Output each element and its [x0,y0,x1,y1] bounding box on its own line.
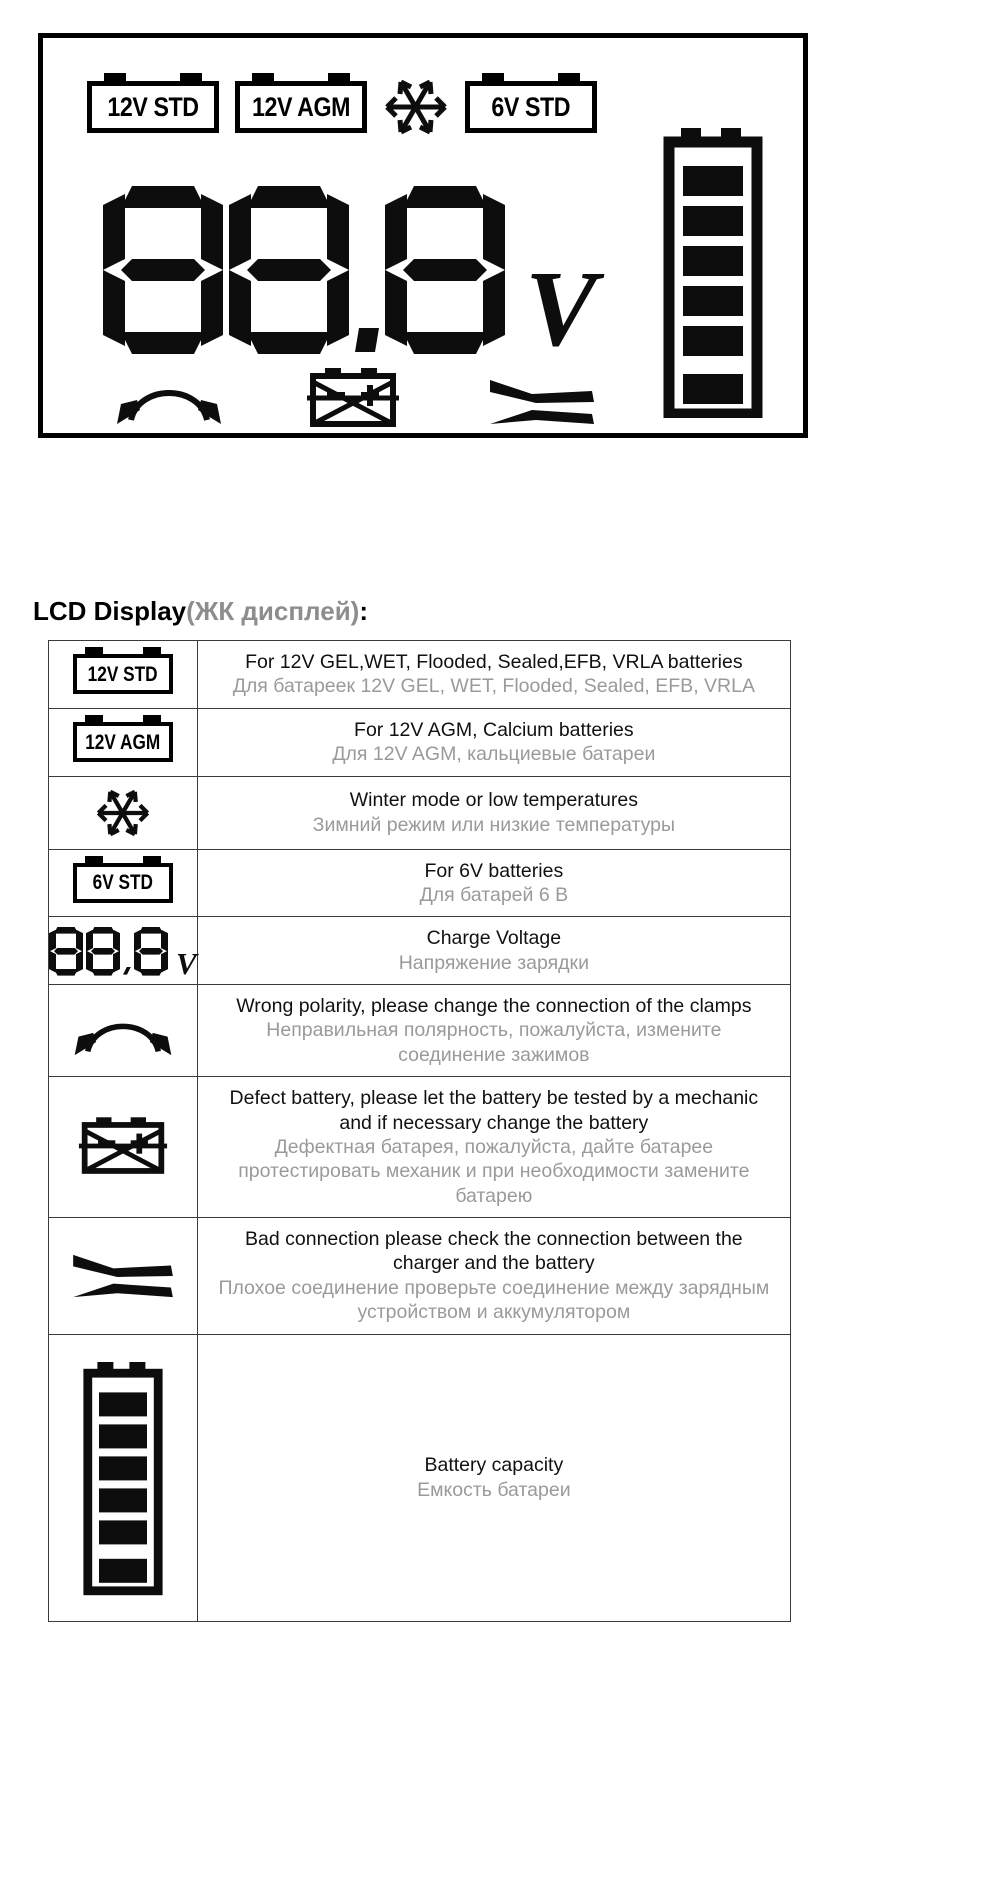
lcd-12v-agm-battery-icon [235,81,367,133]
row-text-ru: Плохое соединение проверьте соединение между зарядным устройством и аккумулятором [218,1276,770,1324]
section-heading [33,596,368,627]
row-text-ru: Для батареек 12V GEL, WET, Flooded, Sealed, EFB, VRLA [232,675,755,698]
row-text-cell [197,849,790,917]
row-icon-cell [49,641,198,709]
seven-segment-digit [385,186,505,354]
seven-segment-digit [86,927,120,975]
volt-unit-label: V [176,945,197,981]
row-text-ru: Дефектная батарея, пожалуйста, дайте батарее протестировать механик и при необходимости замените батарею [238,1135,750,1207]
row-icon-cell [49,1334,198,1621]
lcd-defect-battery-icon [305,368,401,435]
snowflake-icon [49,785,197,841]
row-text-ru: Для 12V AGM, кальциевые батареи [332,743,656,766]
row-text-cell [197,917,790,985]
12v-std-battery-icon [73,654,173,694]
heading-russian: (ЖК дисплей) [186,596,360,626]
row-text-en: Winter mode or low temperatures [349,789,638,812]
seven-segment-digit [103,186,223,354]
row-icon-cell [49,1218,198,1335]
row-text-ru: Зимний режим или низкие температуры [312,813,675,836]
heading-english: LCD Display [33,596,187,626]
lcd-snowflake-icon [383,76,449,138]
row-text-cell [197,1077,790,1218]
lcd-battery-capacity-icon [663,128,763,423]
table-row [49,1218,791,1335]
battery-capacity-icon [49,1353,197,1603]
row-text-cell [197,1218,790,1335]
heading-colon: : [359,596,369,626]
row-icon-cell [49,708,198,776]
decimal-point-icon [123,967,131,975]
row-text-ru: Емкость батареи [417,1478,571,1501]
lcd-display-panel [38,33,808,438]
6v-std-battery-icon [73,863,173,903]
row-text-ru: Для батарей 6 В [419,883,569,906]
12v-agm-battery-icon [73,722,173,762]
lcd-legend-table [48,640,791,1622]
table-row [49,1334,791,1621]
row-text-en: Battery capacity [424,1454,564,1477]
row-text-cell [197,985,790,1077]
lcd-6v-std-label: 6V STD [491,91,571,122]
row-icon-cell [49,985,198,1077]
12v-agm-icon-label: 12V AGM [85,730,161,754]
row-text-en: Charge Voltage [426,927,562,950]
row-text-en: Defect battery, please let the battery be tested by a mechanic and if necessary change the battery [229,1087,759,1134]
bad-connection-clamp-icon [49,1253,197,1299]
seven-segment-digit [134,927,168,975]
lcd-bad-connection-clamp-icon [488,378,596,431]
row-icon-cell [49,1077,198,1218]
row-text-cell [197,641,790,709]
lcd-voltage-readout [103,186,598,369]
row-text-ru: Напряжение зарядки [398,951,589,974]
lcd-12v-std-label: 12V STD [107,91,199,122]
row-text-cell [197,1334,790,1621]
6v-std-icon-label: 6V STD [92,871,153,895]
row-text-en: For 6V batteries [424,859,564,882]
wrong-polarity-icon [49,1005,197,1057]
lcd-6v-std-battery-icon [465,81,597,133]
seven-segment-digit [229,186,349,354]
seven-segment-digit [49,927,83,975]
lcd-12v-agm-label: 12V AGM [251,91,351,122]
table-row [49,1077,791,1218]
table-row [49,917,791,985]
row-text-cell [197,776,790,849]
table-row [49,641,791,709]
row-text-en: Bad connection please check the connection between the charger and the battery [245,1228,743,1275]
defect-battery-icon [49,1117,197,1177]
12v-std-icon-label: 12V STD [87,662,158,686]
lcd-volt-unit: V [525,249,598,369]
row-icon-cell [49,917,198,985]
table-row [49,985,791,1077]
row-text-en: For 12V AGM, Calcium batteries [354,718,634,741]
table-row [49,708,791,776]
row-icon-cell [49,776,198,849]
lcd-wrong-polarity-icon [113,370,225,431]
lcd-mode-indicator-row [87,76,597,138]
row-text-ru: Неправильная полярность, пожалуйста, измените соединение зажимов [266,1019,722,1066]
table-row [49,776,791,849]
voltage-seven-segment-icon [49,927,197,981]
decimal-point-icon [355,328,379,352]
row-text-en: For 12V GEL,WET, Flooded, Sealed,EFB, VRLA batteries [245,651,743,673]
row-text-cell [197,708,790,776]
lcd-12v-std-battery-icon [87,81,219,133]
row-icon-cell [49,849,198,917]
row-text-en: Wrong polarity, please change the connection of the clamps [236,995,752,1017]
table-row [49,849,791,917]
